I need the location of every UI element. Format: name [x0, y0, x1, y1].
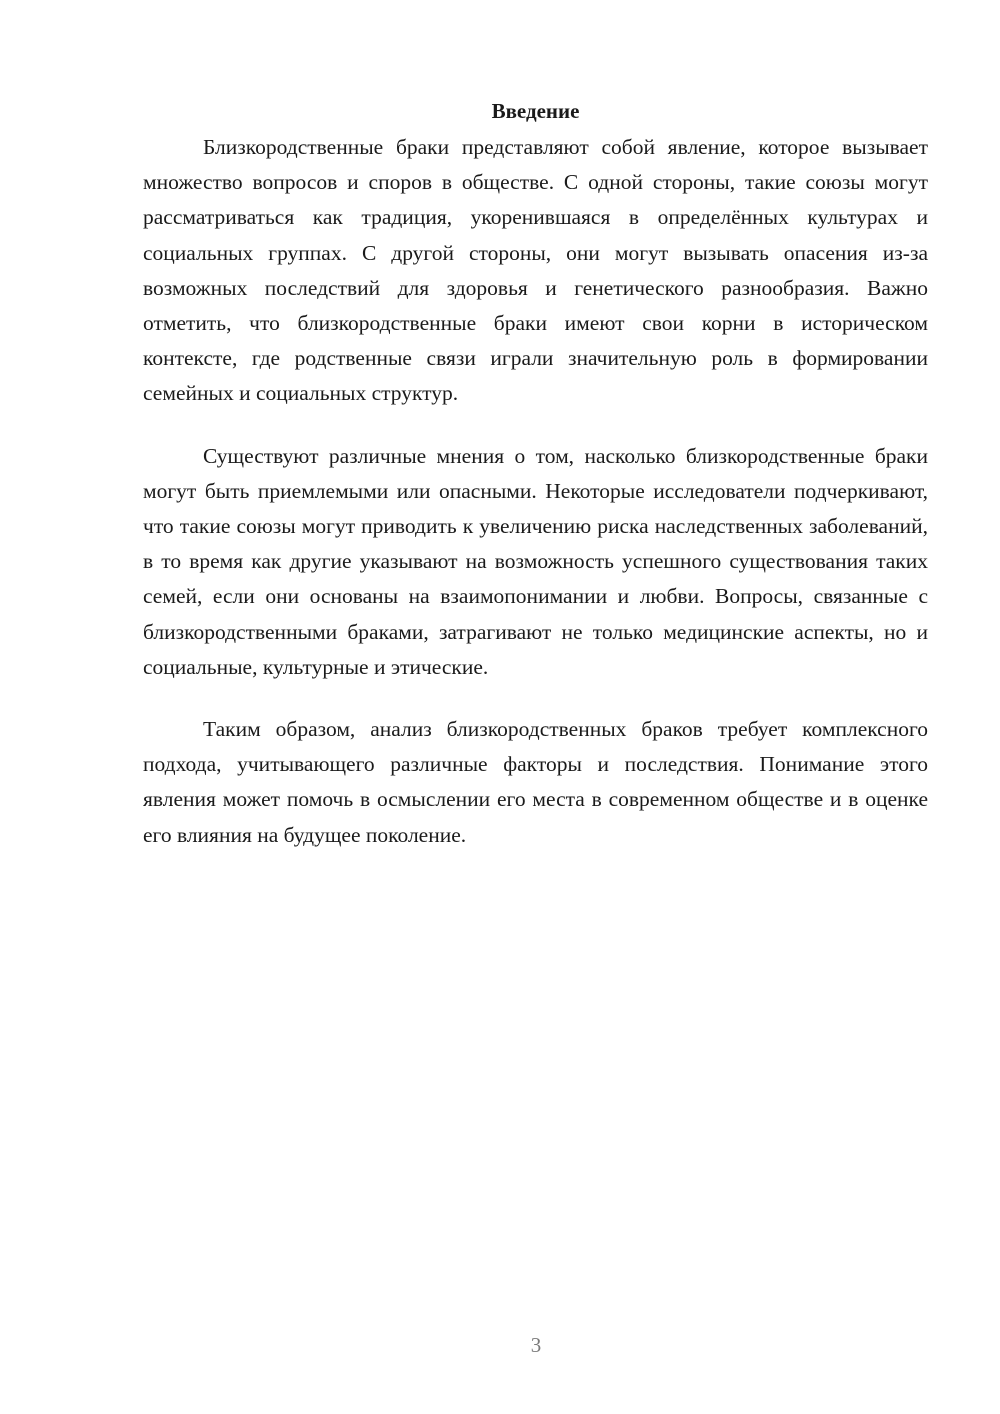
section-title: Введение: [491, 99, 580, 123]
paragraph-1: Близкородственные браки представляют собой явление, которое вызывает множество вопросов и споров в обществе. С одной стороны, такие союзы могут рассматриваться как традиция, укоренившаяся в определённых культурах и социальных группах. С другой стороны, они могут вызывать опасения из-за возможных последствий для здоровья и генетического разнообразия. Важно отметить, что близкородственные браки имеют свои корни в историческом контексте, где родственные связи играли значительную роль в формировании семейных и социальных структур.: [143, 135, 928, 406]
page-content: [143, 96, 928, 880]
paragraph-2: Существуют различные мнения о том, насколько близкородственные браки могут быть приемлемыми или опасными. Некоторые исследователи подчеркивают, что такие союзы могут приводить к увеличению риска наследственных заболеваний, в то время как другие указывают на возможность успешного существования таких семей, если они основаны на взаимопонимании и любви. Вопросы, связанные с близкородственными браками, затрагивают не только медицинские аспекты, но и социальные, культурные и этические.: [143, 443, 928, 679]
page-number: 3: [530, 1333, 542, 1357]
paragraph-3: Таким образом, анализ близкородственных браков требует комплексного подхода, учитывающего различные факторы и последствия. Понимание этого явления может помочь в осмыслении его места в современном обществе и в оценке его влияния на будущее поколение.: [143, 717, 928, 847]
